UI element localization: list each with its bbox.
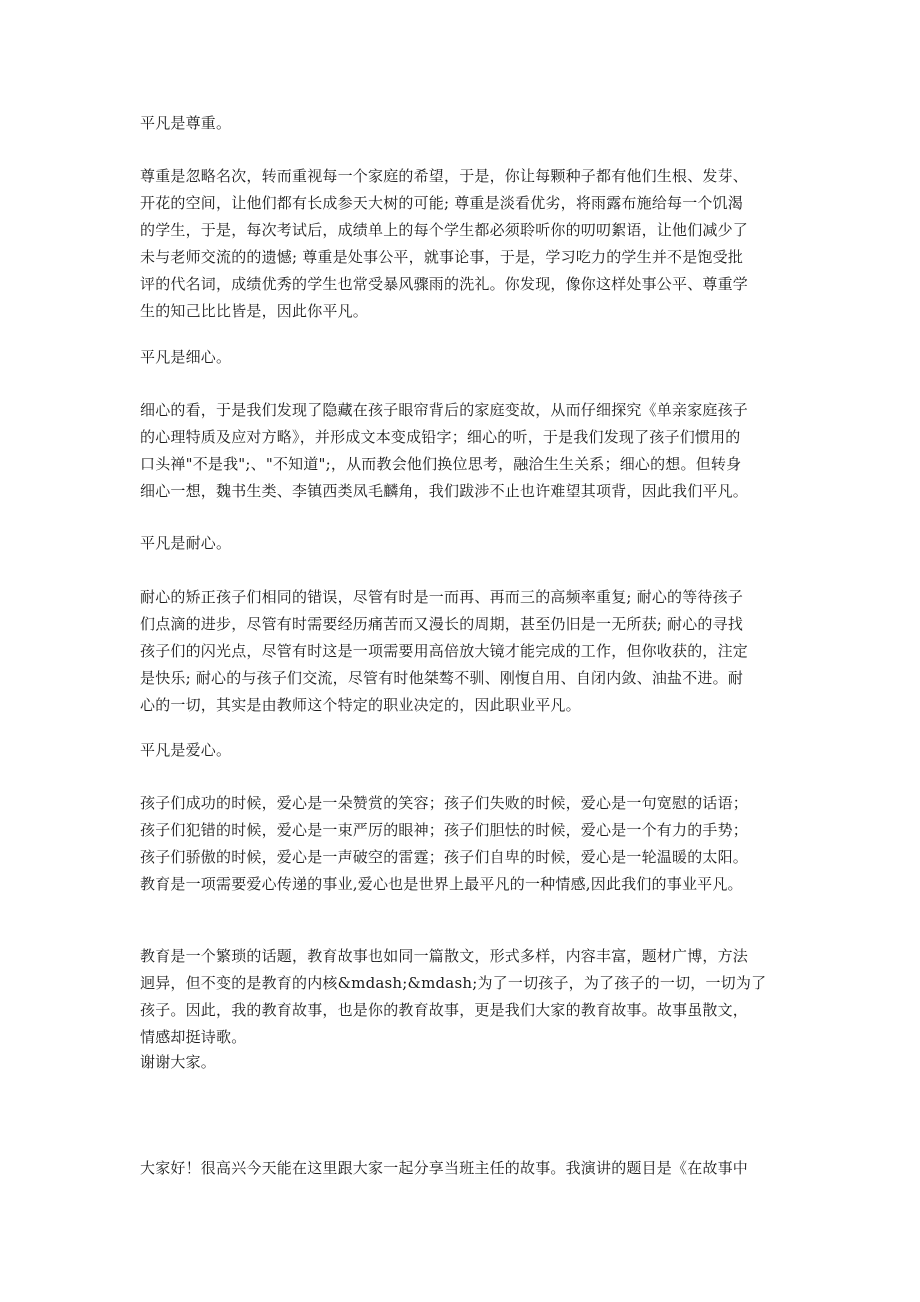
closing-thanks: 谢谢大家。: [140, 1053, 217, 1071]
paragraph-next-speech: 大家好！很高兴今天能在这里跟大家一起分享当班主任的故事。我演讲的题目是《在故事中: [140, 1159, 749, 1177]
heading-patience: 平凡是耐心。: [140, 534, 232, 552]
heading-love: 平凡是爱心。: [140, 741, 232, 759]
paragraph-love: 孩子们成功的时候，爱心是一朵赞赏的笑容；孩子们失败的时候，爱心是一句宽慰的话语； 孩子们犯错的时候，爱心是一束严厉的眼神；孩子们胆怯的时候，爱心是一个有力的手势； 孩子们骄傲的时候，爱心是一声破空的雷霆；孩子们自卑的时候，爱心是一轮温暖的太阳。 教育是一项需要爱心传递的事业,爱心也是世界上最平凡的一种情感,因此我们的事业平凡。: [140, 794, 749, 893]
paragraph-patience: 耐心的矫正孩子们相同的错误，尽管有时是一而再、再而三的高频率重复; 耐心的等待孩子 们点滴的进步，尽管有时需要经历痛苦而又漫长的周期，甚至仍旧是一无所获; 耐心的寻找 孩子们的闪光点，尽管有时这是一项需要用高倍放大镜才能完成的工作，但你收获的，注定 是快乐; 耐心的与孩子们交流，尽管有时他桀骜不驯、刚愎自用、自闭内敛、油盐不进。耐 心的一切，其实是由教师这个特定的职业决定的，因此职业平凡。: [140, 588, 749, 714]
paragraph-carefulness: 细心的看，于是我们发现了隐藏在孩子眼帘背后的家庭变故，从而仔细探究《单亲家庭孩子 的心理特质及应对方略》，并形成文本变成铅字；细心的听，于是我们发现了孩子们惯用的 口头禅"不是我";、"不知道";，从而教会他们换位思考，融洽生生关系；细心的想。但转身 细心一想，魏书生类、李镇西类凤毛麟角，我们跋涉不止也许难望其项背，因此我们平凡。: [140, 401, 749, 500]
heading-respect: 平凡是尊重。: [140, 114, 232, 132]
heading-carefulness: 平凡是细心。: [140, 348, 232, 366]
paragraph-conclusion: 教育是一个繁琐的话题，教育故事也如同一篇散文，形式多样，内容丰富，题材广博，方法 迥异，但不变的是教育的内核&mdash;&mdash;为了一切孩子，为了孩子的一切，一切为了 孩子。因此，我的教育故事，也是你的教育故事，更是我们大家的教育故事。故事虽散文， 情感却挺诗歌。: [140, 947, 767, 1046]
paragraph-respect: 尊重是忽略名次，转而重视每一个家庭的希望，于是，你让每颗种子都有他们生根、发芽、 开花的空间，让他们都有长成参天大树的可能; 尊重是淡看优劣，将雨露布施给每一个饥渴 的学生，于是，每次考试后，成绩单上的每个学生都必须聆听你的叨叨絮语，让他们减少了 未与老师交流的的遗憾; 尊重是处事公平，就事论事，于是，学习吃力的学生并不是饱受批 评的代名词，成绩优秀的学生也常受暴风骤雨的洗礼。你发现，像你这样处事公平、尊重学 生的知己比比皆是，因此你平凡。: [140, 167, 749, 320]
